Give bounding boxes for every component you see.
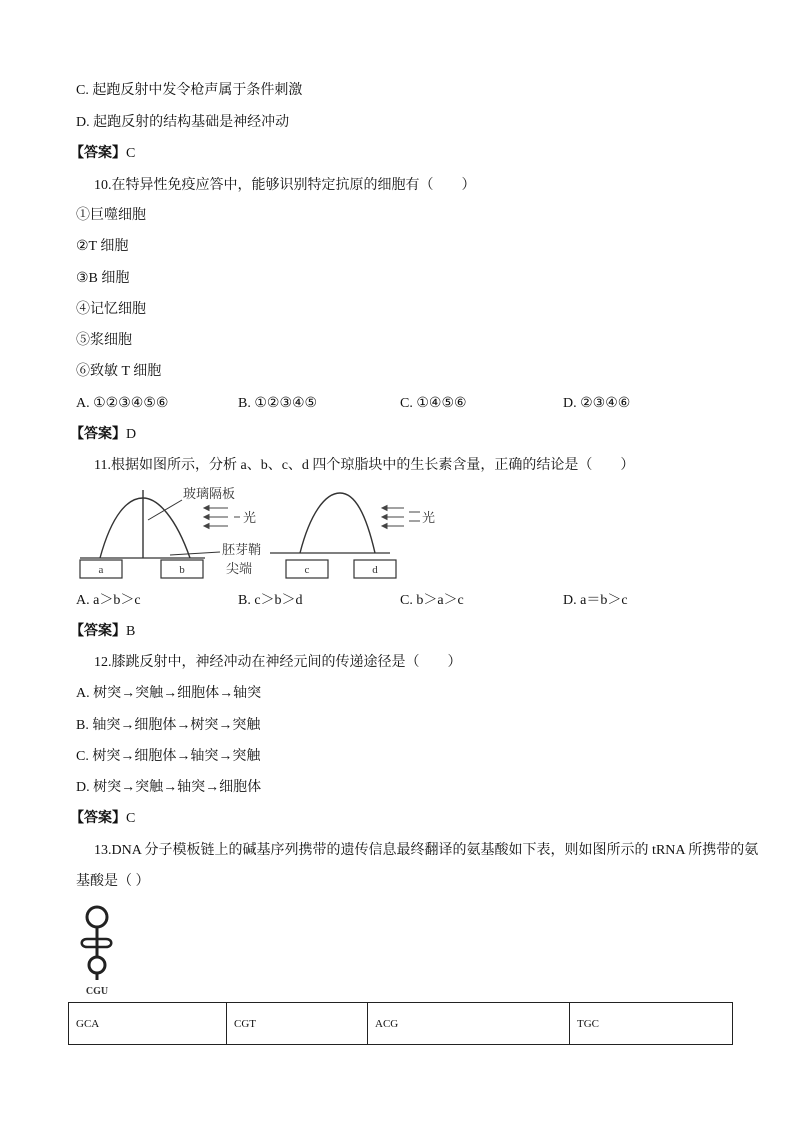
q10-item: ④记忆细胞 [76,302,146,317]
q11-option-c: C. b＞a＞c [400,593,464,608]
answer-value: C [126,811,136,826]
trna-top-loop [87,907,107,927]
table-cell: ACG [368,1003,570,1045]
table-row [69,1003,733,1045]
table-cell: GCA [69,1003,227,1045]
answer-label: 【答案】 [70,811,126,826]
glass-plate-leader [148,500,182,520]
q10-item: ⑥致敏 T 细胞 [76,364,162,379]
left-light-arrows [204,506,240,529]
q10-option-c: C. ①④⑤⑥ [400,396,467,411]
answer-value: B [126,624,136,639]
q9-option-d: D. 起跑反射的结构基础是神经冲动 [76,115,290,130]
trna-right-arm [97,939,111,947]
coleoptile-figure [70,484,450,584]
q12-answer [70,810,135,828]
q12-option-a: A. 树突→突触→细胞体→轴突 [76,686,262,701]
q10-option-a: A. ①②③④⑤⑥ [76,396,169,411]
right-light-label: 光 [422,510,436,525]
q10-item: ③B 细胞 [76,271,130,286]
coleoptile-label: 胚芽鞘 [222,542,262,557]
trna-anticodon-label: CGU [85,986,109,997]
answer-label: 【答案】 [70,427,126,442]
q13-stem-line-2: 基酸是（ ） [76,874,150,889]
codon-table [68,1002,733,1045]
right-coleoptile-curve [300,493,375,553]
left-coleoptile-curve [100,498,190,558]
q11-option-d: D. a＝b＞c [563,593,628,608]
q11-option-a: A. a＞b＞c [76,593,141,608]
block-a-label: a [98,564,104,576]
q9-answer [70,145,135,163]
q12-option-d: D. 树突→突触→轴突→细胞体 [76,780,262,795]
q11-option-b: B. c＞b＞d [238,593,303,608]
q10-option-d: D. ②③④⑥ [563,396,631,411]
q10-option-b: B. ①②③④⑤ [238,396,318,411]
table-cell: TGC [570,1003,733,1045]
q11-stem: 11.根据如图所示，分析 a、b、c、d 四个琼脂块中的生长素含量，正确的结论是（ ） [94,458,635,473]
q10-item: ⑤浆细胞 [76,333,132,348]
q10-item: ②T 细胞 [76,239,129,254]
block-b-label: b [179,564,185,576]
q9-option-c: C. 起跑反射中发令枪声属于条件刺激 [76,83,303,98]
q11-answer [70,623,135,641]
right-light-arrows [382,506,420,529]
glass-plate-label: 玻璃隔板 [183,486,236,501]
q13-stem-line-1: 13.DNA 分子模板链上的碱基序列携带的遗传信息最终翻译的氨基酸如下表，则如图所示的 tRNA 所携带的氨 [94,843,759,858]
q12-option-b: B. 轴突→细胞体→树突→突触 [76,718,261,733]
left-light-label: 光 [243,510,257,525]
trna-left-arm [82,939,97,947]
q10-stem: 10.在特异性免疫应答中，能够识别特定抗原的细胞有（ ） [94,178,476,193]
block-d-label: d [372,564,378,576]
trna-anticodon-loop [89,957,105,973]
table-cell: CGT [227,1003,368,1045]
answer-value: D [126,427,137,442]
q10-answer [70,426,136,444]
answer-label: 【答案】 [70,624,126,639]
answer-label: 【答案】 [70,146,126,161]
q12-option-c: C. 树突→细胞体→轴突→突触 [76,749,261,764]
tip-label: 尖端 [226,561,253,576]
trna-diagram [72,903,124,999]
answer-value: C [126,146,136,161]
block-c-label: c [304,564,310,576]
q10-item: ①巨噬细胞 [76,208,146,223]
q12-stem: 12.膝跳反射中，神经冲动在神经元间的传递途径是（ ） [94,655,462,670]
coleoptile-leader [170,552,220,555]
